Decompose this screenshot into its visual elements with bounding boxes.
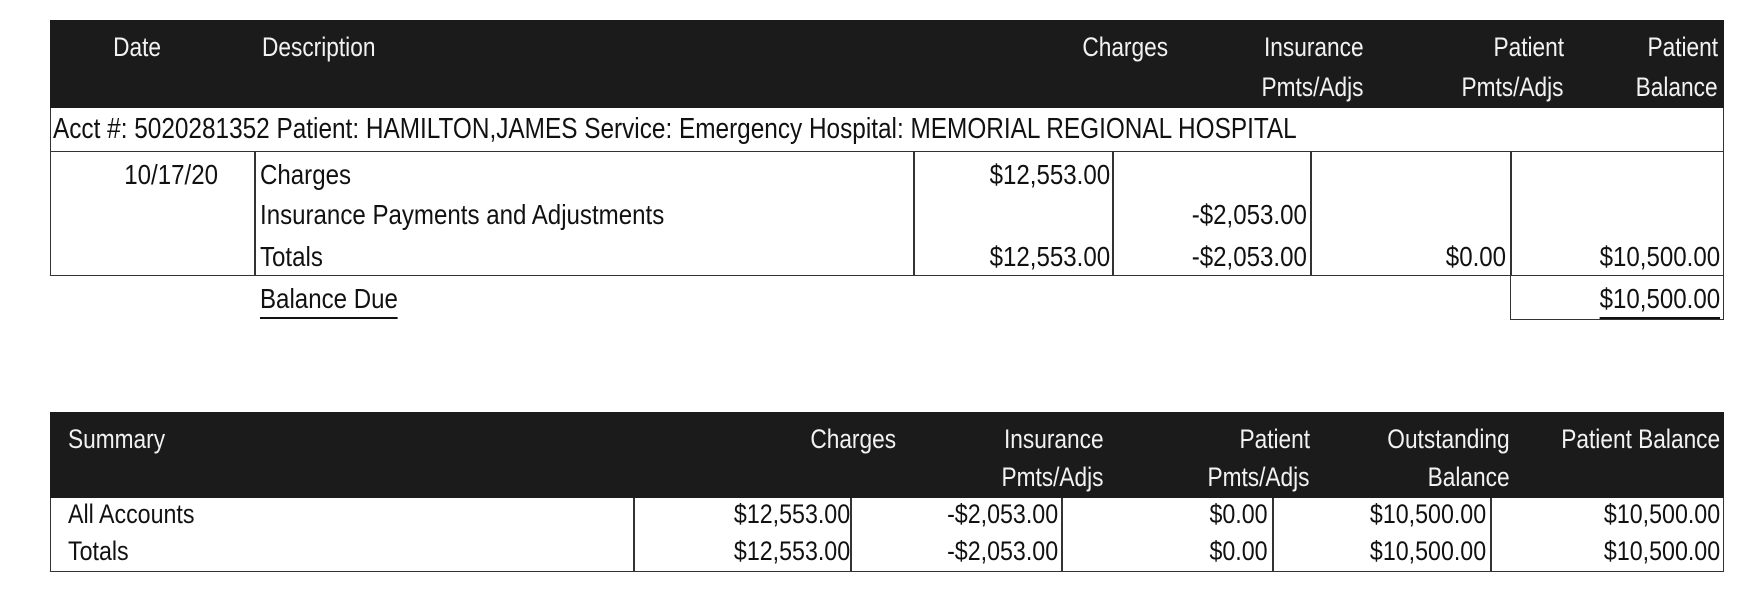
row-description: Charges (260, 159, 352, 190)
header-insurance-line1: Insurance (1264, 32, 1364, 62)
summary-row-patient-balance: $10,500.00 (1603, 536, 1720, 566)
divider (913, 152, 915, 276)
summary-header-patient-line2: Pmts/Adjs (1207, 462, 1310, 492)
summary-header-row (50, 412, 1724, 498)
row-patient-pmts: $0.00 (1445, 241, 1506, 272)
divider (254, 152, 256, 276)
divider (1490, 498, 1492, 572)
balance-due-label: Balance Due (260, 281, 398, 319)
summary-row-insurance: -$2,053.00 (946, 499, 1058, 529)
row-insurance: -$2,053.00 (1191, 199, 1307, 230)
summary-header-patient-balance: Patient Balance (1561, 424, 1720, 454)
header-insurance-line2: Pmts/Adjs (1261, 72, 1364, 102)
header-patient-balance-line2: Balance (1636, 72, 1718, 102)
row-insurance: -$2,053.00 (1191, 241, 1307, 272)
header-patient-pmts-line2: Pmts/Adjs (1461, 72, 1564, 102)
row-charges: $12,553.00 (989, 159, 1110, 190)
summary-row-label: All Accounts (68, 499, 195, 529)
divider (850, 498, 852, 572)
divider (1510, 152, 1512, 276)
detail-header-row (50, 20, 1724, 108)
account-line-row (50, 108, 1724, 152)
summary-header-patient-line1: Patient (1239, 424, 1310, 454)
header-description: Description (262, 32, 376, 62)
summary-row-charges: $12,553.00 (733, 499, 850, 529)
divider (1112, 152, 1114, 276)
balance-due-value: $10,500.00 (1599, 281, 1720, 319)
header-charges: Charges (1082, 32, 1168, 62)
summary-row-patient-balance: $10,500.00 (1603, 499, 1720, 529)
row-description: Totals (260, 241, 323, 272)
service-date: 10/17/20 (124, 159, 218, 190)
summary-row-insurance: -$2,053.00 (946, 536, 1058, 566)
header-date: Date (113, 32, 161, 62)
summary-header-outstanding-line1: Outstanding (1387, 424, 1510, 454)
summary-row-patient: $0.00 (1209, 499, 1268, 529)
summary-header-charges: Charges (810, 424, 896, 454)
summary-header-outstanding-line2: Balance (1428, 462, 1510, 492)
summary-row-label: Totals (68, 536, 129, 566)
divider (1310, 152, 1312, 276)
divider (1272, 498, 1274, 572)
summary-header-insurance-line2: Pmts/Adjs (1001, 462, 1104, 492)
account-info: Acct #: 5020281352 Patient: HAMILTON,JAMES Service: Emergency Hospital: MEMORIAL REGIONAL HOSPITAL (53, 113, 1297, 145)
summary-header-insurance-line1: Insurance (1004, 424, 1104, 454)
divider (1061, 498, 1063, 572)
summary-row-outstanding: $10,500.00 (1369, 499, 1486, 529)
row-description: Insurance Payments and Adjustments (260, 199, 665, 230)
row-charges: $12,553.00 (989, 241, 1110, 272)
divider (633, 498, 635, 572)
header-patient-pmts-line1: Patient (1493, 32, 1564, 62)
summary-row-outstanding: $10,500.00 (1369, 536, 1486, 566)
summary-row-patient: $0.00 (1209, 536, 1268, 566)
summary-header-summary: Summary (68, 424, 166, 454)
header-patient-balance-line1: Patient (1647, 32, 1718, 62)
summary-row-charges: $12,553.00 (733, 536, 850, 566)
row-patient-balance: $10,500.00 (1599, 241, 1720, 272)
